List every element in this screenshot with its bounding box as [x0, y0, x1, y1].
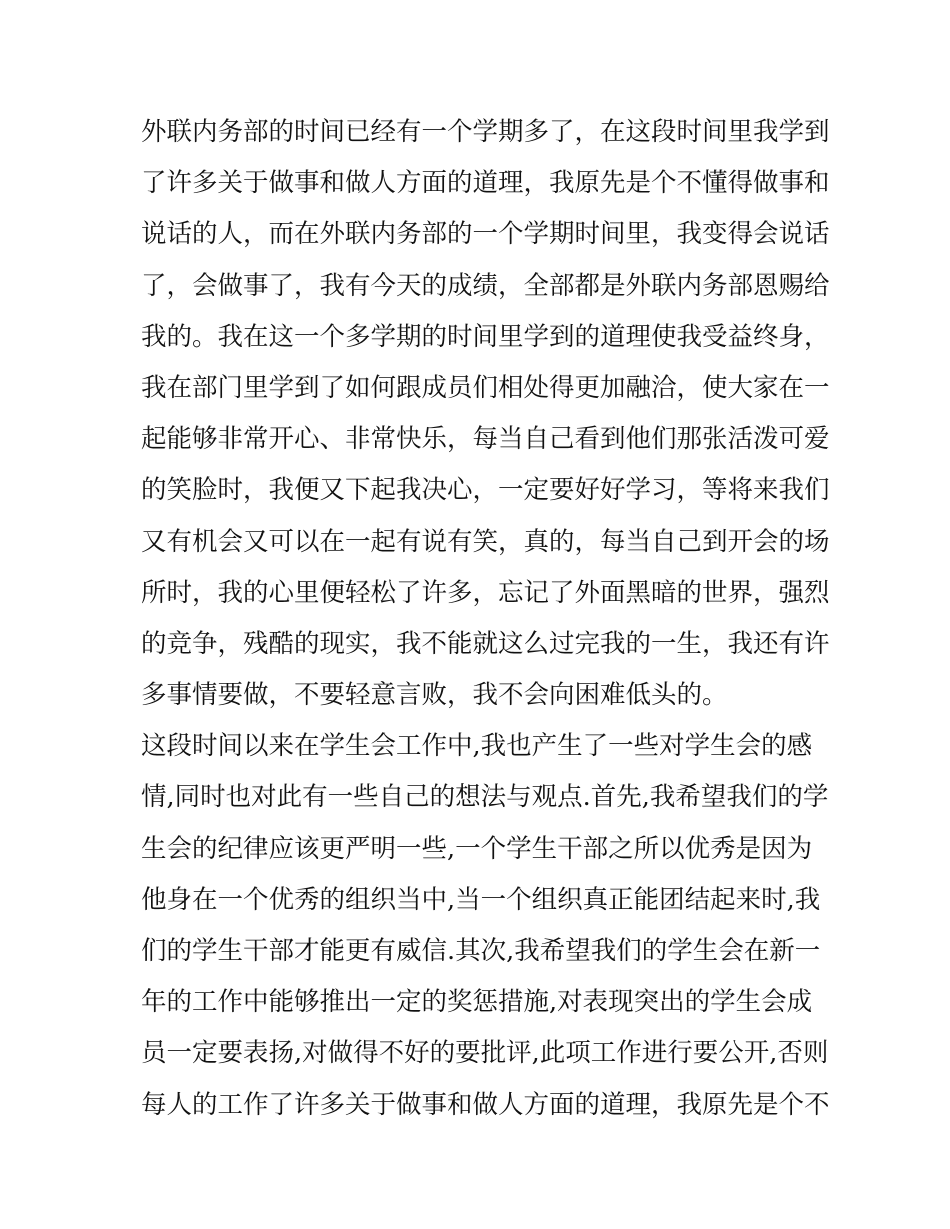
text-line: 这段时间以来在学生会工作中,我也产生了一些对学生会的感: [141, 731, 813, 762]
text-line: 我在部门里学到了如何跟成员们相处得更加融洽，使大家在一: [141, 372, 830, 403]
text-line: 年的工作中能够推出一定的奖惩措施,对表现突出的学生会成: [141, 987, 813, 1018]
text-line: 员一定要表扬,对做得不好的要批评,此项工作进行要公开,否则: [141, 1038, 829, 1069]
text-line: 我的。我在这一个多学期的时间里学到的道理使我受益终身，: [141, 321, 830, 352]
text-line: 说话的人，而在外联内务部的一个学期时间里，我变得会说话: [141, 219, 830, 250]
text-line: 起能够非常开心、非常快乐，每当自己看到他们那张活泼可爱: [141, 424, 830, 455]
text-line: 的竞争，残酷的现实，我不能就这么过完我的一生，我还有许: [141, 628, 830, 659]
text-line: 了许多关于做事和做人方面的道理，我原先是个不懂得做事和: [141, 168, 830, 199]
text-line: 们的学生干部才能更有威信.其次,我希望我们的学生会在新一: [141, 936, 821, 966]
text-line: 生会的纪律应该更严明一些,一个学生干部之所以优秀是因为: [141, 833, 813, 864]
text-line: 了，会做事了，我有今天的成绩，全部都是外联内务部恩赐给: [141, 270, 830, 301]
text-line: 又有机会又可以在一起有说有笑，真的，每当自己到开会的场: [141, 526, 830, 557]
body-text: [141, 107, 830, 1131]
text-line: 情,同时也对此有一些自己的想法与观点.首先,我希望我们的学: [141, 782, 829, 813]
text-line: 每人的工作了许多关于做事和做人方面的道理，我原先是个不: [141, 1089, 830, 1120]
text-line: 外联内务部的时间已经有一个学期多了，在这段时间里我学到: [141, 117, 830, 147]
text-line: 所时，我的心里便轻松了许多，忘记了外面黑暗的世界，强烈: [141, 577, 830, 608]
text-line: 的笑脸时，我便又下起我决心，一定要好好学习，等将来我们: [141, 475, 830, 506]
text-line: 多事情要做，不要轻意言败，我不会向困难低头的。: [141, 680, 728, 711]
text-line: 他身在一个优秀的组织当中,当一个组织真正能团结起来时,我: [141, 884, 821, 915]
